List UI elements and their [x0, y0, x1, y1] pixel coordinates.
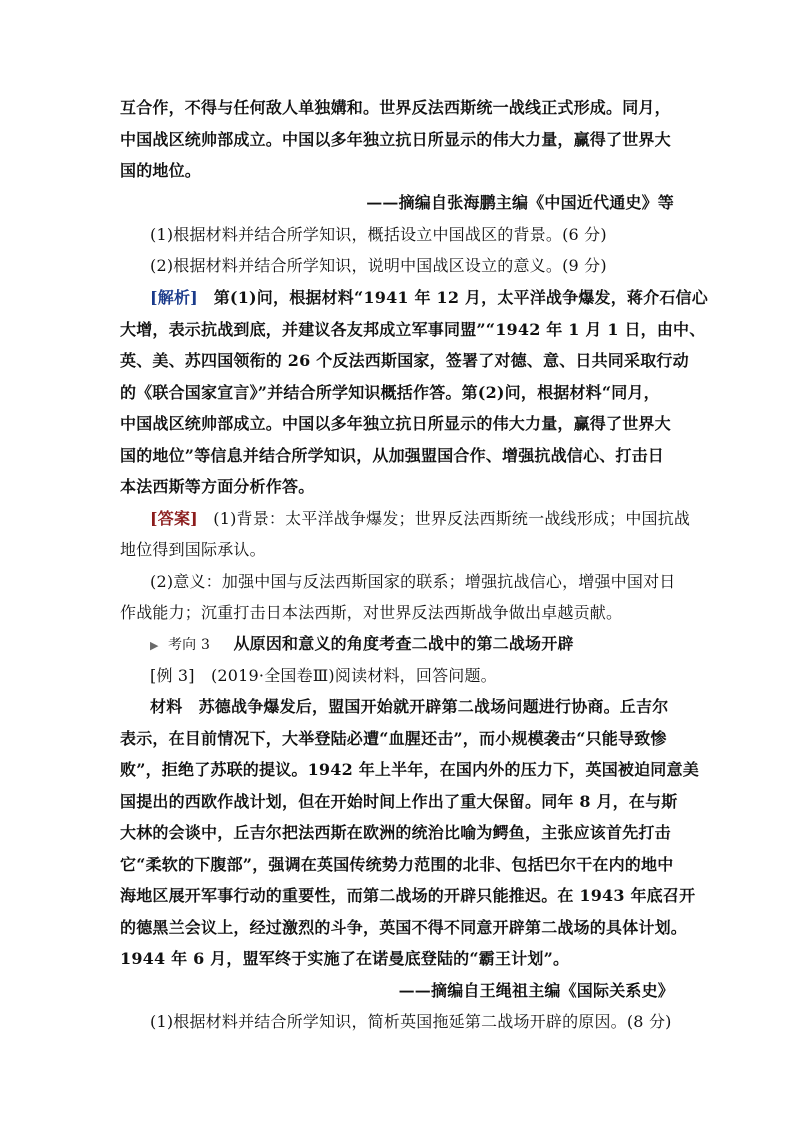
analysis-line — [150, 288, 710, 308]
analysis-line: 的《联合国家宣言》”并结合所学知识概括作答。第(2)问，根据材料“同月， — [120, 383, 660, 402]
material-line: 败”，拒绝了苏联的提议。1942 年上半年，在国内外的压力下，英国被迫同意美 — [120, 760, 699, 779]
section-title: 从原因和意义的角度考查二战中的第二战场开辟 — [233, 634, 574, 653]
section-label: 考向 3 — [167, 637, 211, 653]
analysis-line: 中国战区统帅部成立。中国以多年独立抗日所显示的伟大力量，赢得了世界大 — [120, 414, 671, 433]
section-heading — [150, 634, 710, 656]
analysis-line: 大增，表示抗战到底，并建议各友邦成立军事同盟”“1942 年 1 月 1 日，由中、 — [120, 320, 706, 339]
analysis-line: 国的地位”等信息并结合所学知识，从加强盟国合作、增强抗战信心、打击日 — [120, 446, 665, 465]
material-line: 互合作，不得与任何敌人单独媾和。世界反法西斯统一战线正式形成。同月， — [120, 98, 671, 117]
answer-line: 地位得到国际承认。 — [120, 540, 266, 559]
analysis-line: 英、美、苏四国领衔的 26 个反法西斯国家，签署了对德、意、日共同采取行动 — [120, 351, 689, 370]
material-line: 表示，在目前情况下，大举登陆必遭“血腥还击”，而小规模袭击“只能导致惨 — [120, 729, 667, 748]
material-line: 材料 苏德战争爆发后，盟国开始就开辟第二战场问题进行协商。丘吉尔 — [150, 697, 669, 716]
answer-line — [150, 509, 710, 529]
material-line: 1944 年 6 月，盟军终于实施了在诺曼底登陆的“霸王计划”。 — [120, 949, 570, 968]
analysis-tag: [解析] — [150, 288, 198, 307]
answer-tag: [答案] — [150, 509, 198, 528]
material-line: 它“柔软的下腹部”，强调在英国传统势力范围的北非、包括巴尔干在内的地中 — [120, 855, 674, 874]
example-heading: [例 3] (2019·全国卷Ⅲ)阅读材料，回答问题。 — [150, 666, 497, 685]
source-citation: ——摘编自张海鹏主编《中国近代通史》等 — [366, 193, 674, 212]
material-line: 中国战区统帅部成立。中国以多年独立抗日所显示的伟大力量，赢得了世界大 — [120, 130, 671, 149]
answer-line: 作战能力；沉重打击日本法西斯，对世界反法西斯战争做出卓越贡献。 — [120, 603, 623, 622]
source-citation: ——摘编自王绳祖主编《国际关系史》 — [398, 981, 674, 1000]
triangle-icon: ▶ — [150, 639, 159, 652]
material-line: 大林的会谈中，丘吉尔把法西斯在欧洲的统治比喻为鳄鱼，主张应该首先打击 — [120, 823, 671, 842]
question-2: (2)根据材料并结合所学知识，说明中国战区设立的意义。(9 分) — [150, 256, 607, 275]
analysis-line: 本法西斯等方面分析作答。 — [120, 477, 315, 496]
material-line: 国的地位。 — [120, 161, 202, 180]
question-1: (1)根据材料并结合所学知识，简析英国拖延第二战场开辟的原因。(8 分) — [150, 1012, 672, 1031]
material-line: 国提出的西欧作战计划，但在开始时间上作出了重大保留。同年 8 月，在与斯 — [120, 792, 678, 811]
material-line: 海地区展开军事行动的重要性，而第二战场的开辟只能推迟。在 1943 年底召开 — [120, 886, 696, 905]
analysis-text: 第(1)问，根据材料“1941 年 12 月，太平洋战争爆发，蒋介石信心 — [213, 288, 708, 307]
question-1: (1)根据材料并结合所学知识，概括设立中国战区的背景。(6 分) — [150, 225, 607, 244]
answer-text: (1)背景：太平洋战争爆发；世界反法西斯统一战线形成；中国抗战 — [213, 509, 691, 528]
material-line: 的德黑兰会议上，经过激烈的斗争，英国不得不同意开辟第二战场的具体计划。 — [120, 918, 688, 937]
answer-line: (2)意义：加强中国与反法西斯国家的联系；增强抗战信心，增强中国对日 — [150, 572, 676, 591]
